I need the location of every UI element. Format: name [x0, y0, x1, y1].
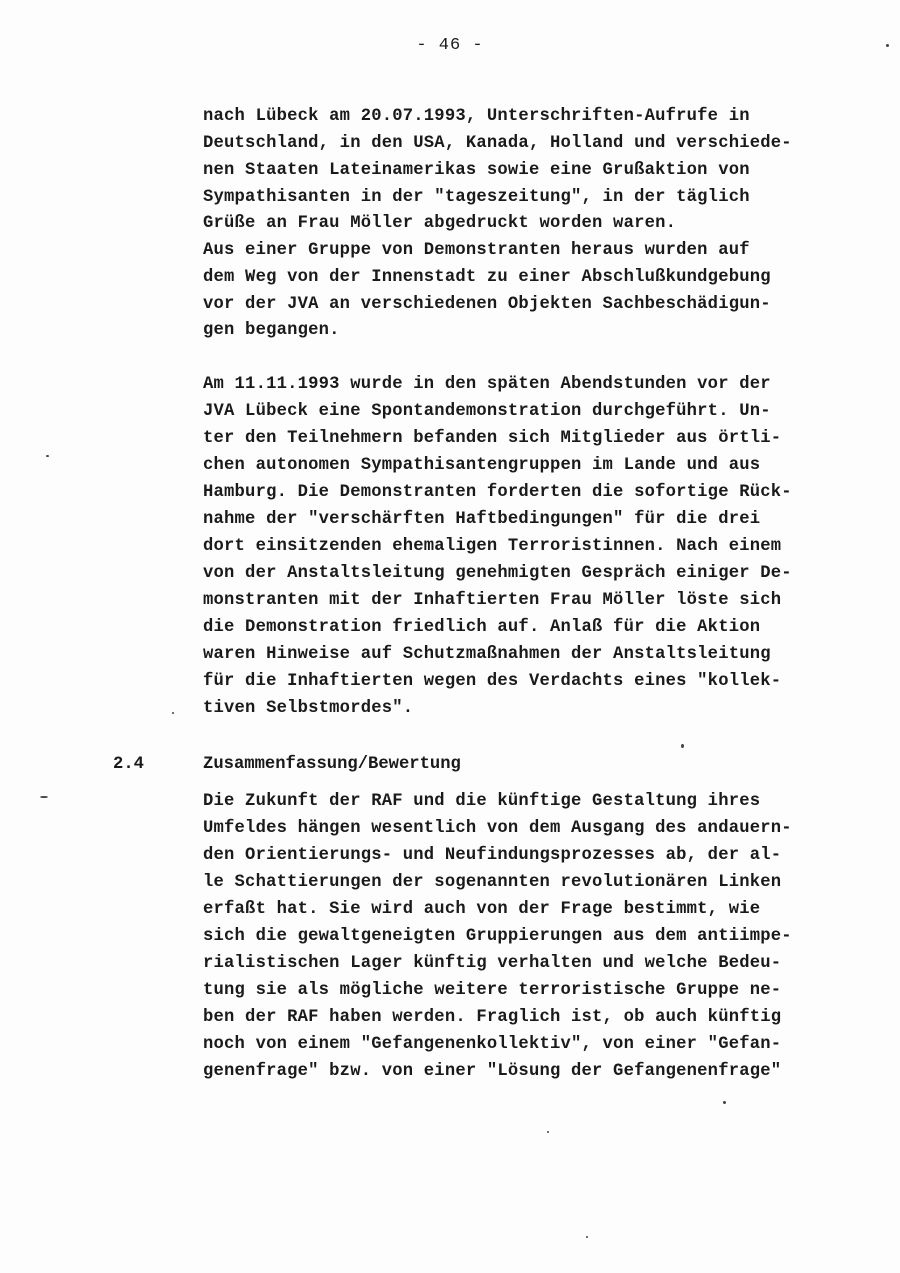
section-line: rialistischen Lager künftig verhalten und welche Bedeu-	[203, 954, 782, 973]
section-line: tung sie als mögliche weitere terroristische Gruppe ne-	[203, 981, 782, 1000]
paragraph-2-line: für die Inhaftierten wegen des Verdachts eines "kollek-	[203, 672, 782, 691]
paragraph-2-line: Am 11.11.1993 wurde in den späten Abendstunden vor der	[203, 375, 771, 394]
scan-speck	[681, 744, 684, 748]
paragraph-1-line: gen begangen.	[203, 321, 340, 340]
section-line: Die Zukunft der RAF und die künftige Gestaltung ihres	[203, 792, 761, 811]
section-line: sich die gewaltgeneigten Gruppierungen aus dem antiimpe-	[203, 927, 792, 946]
section-line: den Orientierungs- und Neufindungsprozesses ab, der al-	[203, 846, 782, 865]
paragraph-1-line: Deutschland, in den USA, Kanada, Holland und verschiede-	[203, 134, 792, 153]
section-line: genenfrage" bzw. von einer "Lösung der Gefangenenfrage"	[203, 1062, 782, 1081]
scan-speck	[723, 1101, 726, 1104]
section-number: 2.4	[113, 755, 144, 774]
section-line: ben der RAF haben werden. Fraglich ist, ob auch künftig	[203, 1008, 782, 1027]
section-heading: Zusammenfassung/Bewertung	[203, 755, 461, 774]
paragraph-1-line: vor der JVA an verschiedenen Objekten Sachbeschädigun-	[203, 295, 771, 314]
section-line: Umfeldes hängen wesentlich von dem Ausgang des andauern-	[203, 819, 792, 838]
paragraph-2-line: tiven Selbstmordes".	[203, 699, 414, 718]
paragraph-2-line: JVA Lübeck eine Spontandemonstration durchgeführt. Un-	[203, 402, 771, 421]
scan-speck	[40, 796, 48, 798]
paragraph-1-line: nen Staaten Lateinamerikas sowie eine Grußaktion von	[203, 161, 750, 180]
paragraph-2-line: Hamburg. Die Demonstranten forderten die sofortige Rück-	[203, 483, 792, 502]
paragraph-2-line: von der Anstaltsleitung genehmigten Gespräch einiger De-	[203, 564, 792, 583]
scan-speck	[547, 1131, 549, 1133]
paragraph-2-line: ter den Teilnehmern befanden sich Mitglieder aus örtli-	[203, 429, 782, 448]
scan-speck	[886, 44, 889, 47]
paragraph-1-line: Aus einer Gruppe von Demonstranten heraus wurden auf	[203, 241, 750, 260]
paragraph-2-line: monstranten mit der Inhaftierten Frau Möller löste sich	[203, 591, 782, 610]
paragraph-2-line: dort einsitzenden ehemaligen Terroristinnen. Nach einem	[203, 537, 782, 556]
section-line: noch von einem "Gefangenenkollektiv", von einer "Gefan-	[203, 1035, 782, 1054]
section-line: le Schattierungen der sogenannten revolutionären Linken	[203, 873, 782, 892]
paragraph-2-line: chen autonomen Sympathisantengruppen im Lande und aus	[203, 456, 761, 475]
section-line: erfaßt hat. Sie wird auch von der Frage bestimmt, wie	[203, 900, 761, 919]
paragraph-1-line: dem Weg von der Innenstadt zu einer Abschlußkundgebung	[203, 268, 771, 287]
paragraph-2-line: nahme der "verschärften Haftbedingungen" für die drei	[203, 510, 761, 529]
scan-speck	[46, 455, 49, 457]
paragraph-1-line: Grüße an Frau Möller abgedruckt worden waren.	[203, 214, 677, 233]
scan-speck	[172, 712, 174, 714]
paragraph-1-line: nach Lübeck am 20.07.1993, Unterschriften-Aufrufe in	[203, 107, 750, 126]
scan-speck	[586, 1236, 588, 1238]
paragraph-1-line: Sympathisanten in der "tageszeitung", in der täglich	[203, 188, 750, 207]
paragraph-2-line: die Demonstration friedlich auf. Anlaß für die Aktion	[203, 618, 761, 637]
page-number: - 46 -	[416, 36, 484, 55]
paragraph-2-line: waren Hinweise auf Schutzmaßnahmen der Anstaltsleitung	[203, 645, 771, 664]
